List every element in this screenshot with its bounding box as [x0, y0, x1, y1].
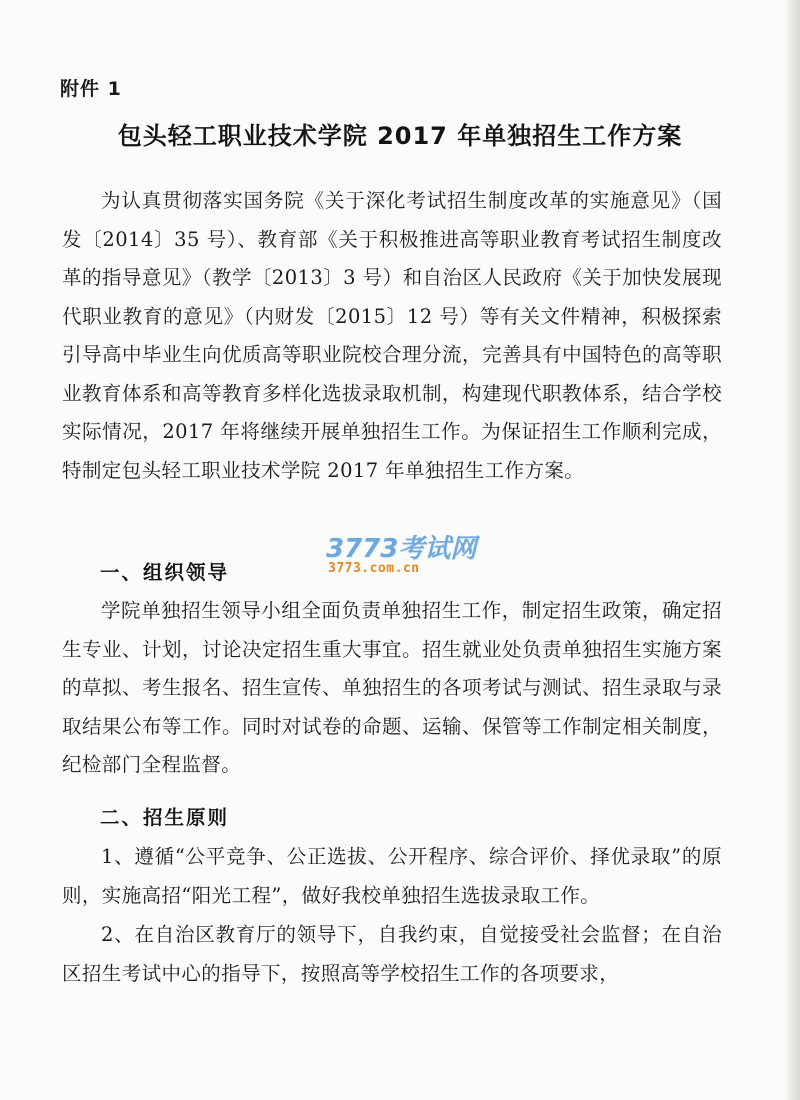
- section-organization-paragraph: 学院单独招生领导小组全面负责单独招生工作，制定招生政策，确定招生专业、计划，讨论决定招生重大事宜。招生就业处负责单独招生实施方案的草拟、考生报名、招生宣传、单独招生的各项考试与测试、招生录取与录取结果公布等工作。同时对试卷的命题、运输、保管等工作制定相关制度，纪检部门全程监督。: [62, 599, 722, 776]
- attachment-label: 附件 1: [60, 78, 122, 100]
- intro-paragraph: 为认真贯彻落实国务院《关于深化考试招生制度改革的实施意见》（国发〔2014〕35 号）、教育部《关于积极推进高等职业教育考试招生制度改革的指导意见》（教学〔2013〕3 号）和自治区人民政府《关于加快发展现代职业教育的意见》（内财发〔2015〕12 号）等有关文件精神，积极探索引导高中毕业生向优质高等职业院校合理分流，完善具有中国特色的高等职业教育体系和高等教育多样化选拔录取机制，构建现代职教体系，结合学校实际情况，2017 年将继续开展单独招生工作。为保证招生工作顺利完成，特制定包头轻工职业技术学院 2017 年单独招生工作方案。: [62, 189, 722, 482]
- section-heading-organization: 一、组织领导: [100, 561, 230, 584]
- page-edge-shadow: [786, 0, 800, 1100]
- document-title: 包头轻工职业技术学院 2017 年单独招生工作方案: [117, 122, 683, 150]
- section-heading-principles: 二、招生原则: [100, 806, 230, 829]
- site-watermark: [326, 528, 486, 578]
- watermark-domain: 3773.com.cn: [328, 561, 420, 576]
- watermark-logo-text: 3773考试网: [326, 534, 477, 564]
- principle-item-1: 1、遵循“公平竞争、公正选拔、公开程序、综合评价、择优录取”的原则，实施高招“阳光工程”，做好我校单独招生选拔录取工作。: [62, 845, 722, 907]
- principle-item-2: 2、在自治区教育厅的领导下，自我约束，自觉接受社会监督；在自治区招生考试中心的指导下，按照高等学校招生工作的各项要求，: [62, 923, 722, 985]
